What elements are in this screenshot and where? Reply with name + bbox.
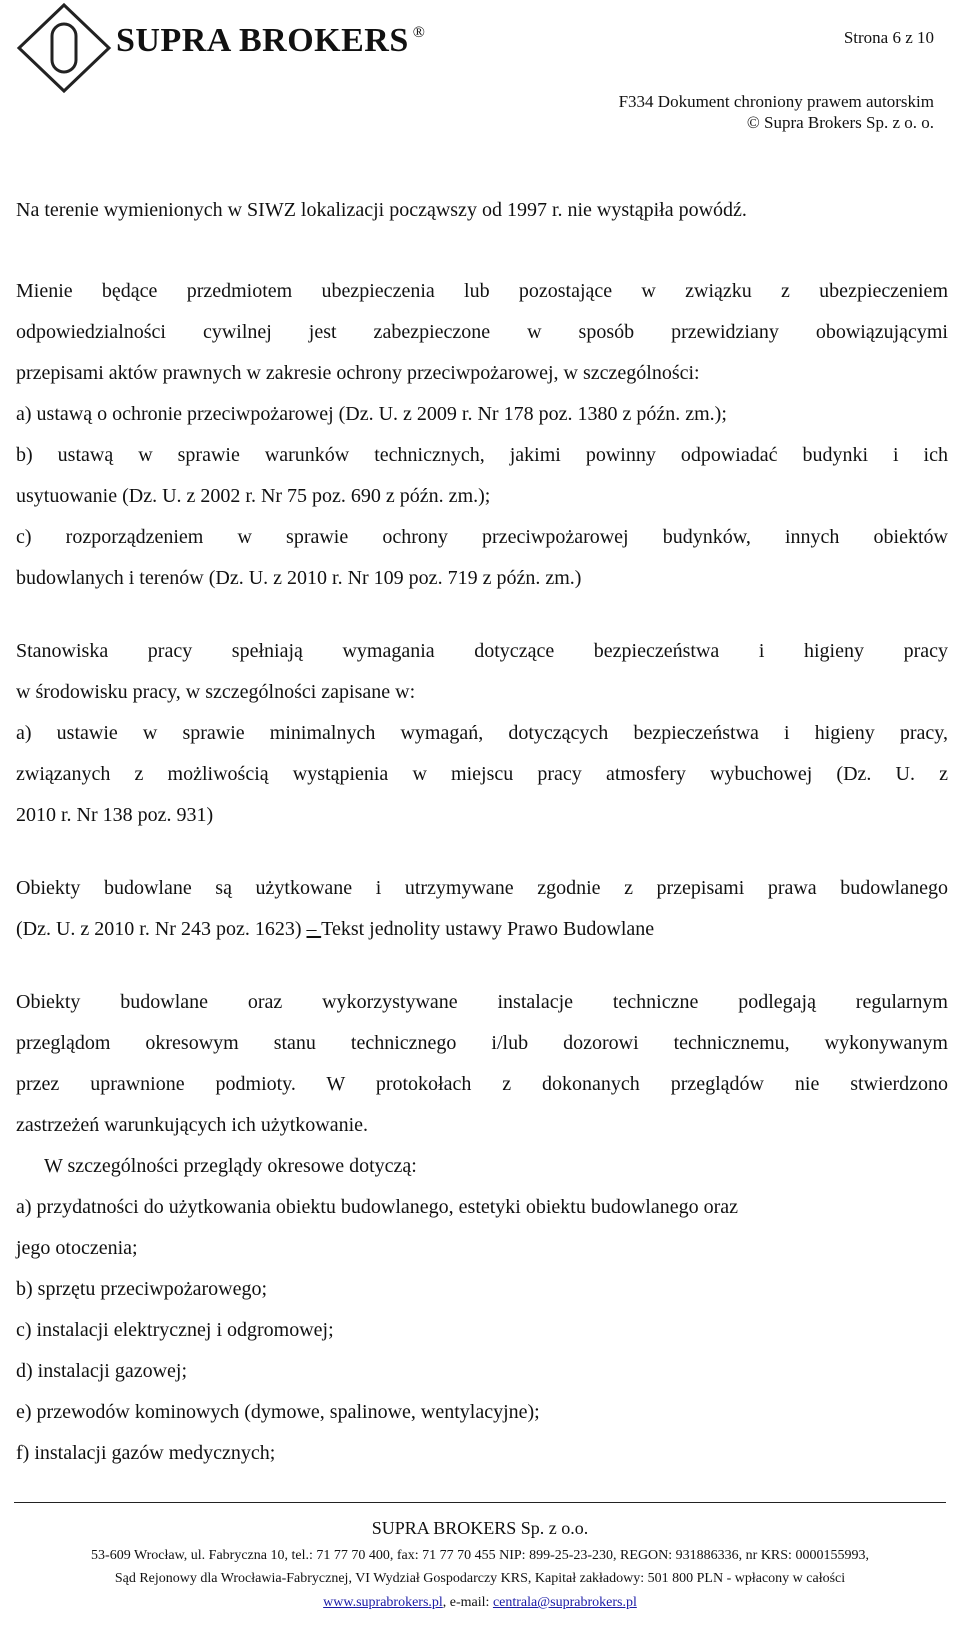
text-line: Obiekty budowlane oraz wykorzystywane instalacje techniczne podlegają regularnym — [16, 991, 948, 1013]
list-item: b) sprzętu przeciwpożarowego; — [16, 1278, 267, 1300]
list-item: a) przydatności do użytkowania obiektu budowlanego, estetyki obiektu budowlanego oraz — [16, 1196, 739, 1218]
list-item: d) instalacji gazowej; — [16, 1360, 188, 1382]
copyright-notice: F334 Dokument chroniony prawem autorskim — [618, 92, 934, 111]
page-number: Strona 6 z 10 — [843, 28, 934, 47]
text-line: usytuowanie (Dz. U. z 2002 r. Nr 75 poz. 690 z późn. zm.); — [16, 485, 491, 507]
email-link[interactable]: centrala@suprabrokers.pl — [492, 1595, 637, 1610]
text-line: Obiekty budowlane są użytkowane i utrzymywane zgodnie z przepisami prawa budowlanego — [16, 877, 948, 899]
registered-mark: ® — [412, 24, 426, 41]
inspections-intro: W szczególności przeglądy okresowe dotyczą: — [44, 1155, 417, 1177]
list-item: e) przewodów kominowych (dymowe, spalinowe, wentylacyjne); — [16, 1401, 540, 1423]
list-item: f) instalacji gazów medycznych; — [16, 1442, 276, 1464]
footer-company: SUPRA BROKERS Sp. z o.o. — [371, 1518, 589, 1538]
footer-contact: www.suprabrokers.pl, e-mail: centrala@suprabrokers.pl — [323, 1595, 637, 1610]
list-item: jego otoczenia; — [16, 1237, 138, 1259]
text-line: w środowisku pracy, w szczególności zapisane w: — [16, 681, 416, 703]
text-line: przeglądom okresowym stanu technicznego i/lub dozorowi technicznemu, wykonywanym — [16, 1032, 948, 1054]
list-item: a) ustawą o ochronie przeciwpożarowej (Dz. U. z 2009 r. Nr 178 poz. 1380 z późn. zm.); — [16, 403, 727, 425]
text-line: budowlanych i terenów (Dz. U. z 2010 r. Nr 109 poz. 719 z późn. zm.) — [16, 567, 582, 589]
text-line: odpowiedzialności cywilnej jest zabezpieczone w sposób przewidziany obowiązującymi — [16, 321, 948, 343]
text-line: (Dz. U. z 2010 r. Nr 243 poz. 1623) – Tekst jednolity ustawy Prawo Budowlane — [16, 918, 655, 940]
document-body — [16, 190, 948, 1474]
list-item: c) instalacji elektrycznej i odgromowej; — [16, 1319, 334, 1341]
footer-divider — [14, 1502, 946, 1503]
paragraph-fire-protection — [16, 271, 948, 599]
list-item: b) ustawą w sprawie warunków technicznych, jakimi powinny odpowiadać budynki i ich — [16, 444, 948, 466]
paragraph-building-law — [16, 868, 948, 950]
brand-name: SUPRA BROKERS ® — [116, 22, 426, 59]
text-line: Stanowiska pracy spełniają wymagania dotyczące bezpieczeństwa i higieny pracy — [16, 640, 948, 662]
text-line: przepisami aktów prawnych w zakresie ochrony przeciwpożarowej, w szczególności: — [16, 362, 700, 384]
footer-address: 53-609 Wrocław, ul. Fabryczna 10, tel.: 71 77 70 400, fax: 71 77 70 455 NIP: 899-25-23-230, REGON: 931886336, nr KRS: 0000155993, — [91, 1548, 869, 1563]
text-line: przez uprawnione podmioty. W protokołach z dokonanych przeglądów nie stwierdzono — [16, 1073, 948, 1095]
paragraph-inspections — [16, 982, 948, 1474]
logo-icon — [14, 2, 114, 94]
list-item: a) ustawie w sprawie minimalnych wymagań, dotyczących bezpieczeństwa i higieny pracy, — [16, 722, 948, 744]
text-line: 2010 r. Nr 138 poz. 931) — [16, 804, 214, 826]
footer-registration: Sąd Rejonowy dla Wrocławia-Fabrycznej, VI Wydział Gospodarczy KRS, Kapitał zakładowy: 501 800 PLN - wpłacony w całości — [114, 1571, 846, 1586]
copyright-owner: © Supra Brokers Sp. z o. o. — [746, 113, 934, 132]
website-link[interactable]: www.suprabrokers.pl — [323, 1595, 443, 1610]
text-line: związanych z możliwością wystąpienia w miejscu pracy atmosfery wybuchowej (Dz. U. z — [16, 763, 948, 785]
text-line: zastrzeżeń warunkujących ich użytkowanie. — [16, 1114, 369, 1136]
paragraph-flood: Na terenie wymienionych w SIWZ lokalizacji począwszy od 1997 r. nie wystąpiła powódź. — [16, 199, 747, 221]
paragraph-workplace-safety — [16, 631, 948, 836]
list-item: c) rozporządzeniem w sprawie ochrony przeciwpożarowej budynków, innych obiektów — [16, 526, 948, 548]
text-line: Mienie będące przedmiotem ubezpieczenia lub pozostające w związku z ubezpieczeniem — [16, 280, 948, 302]
